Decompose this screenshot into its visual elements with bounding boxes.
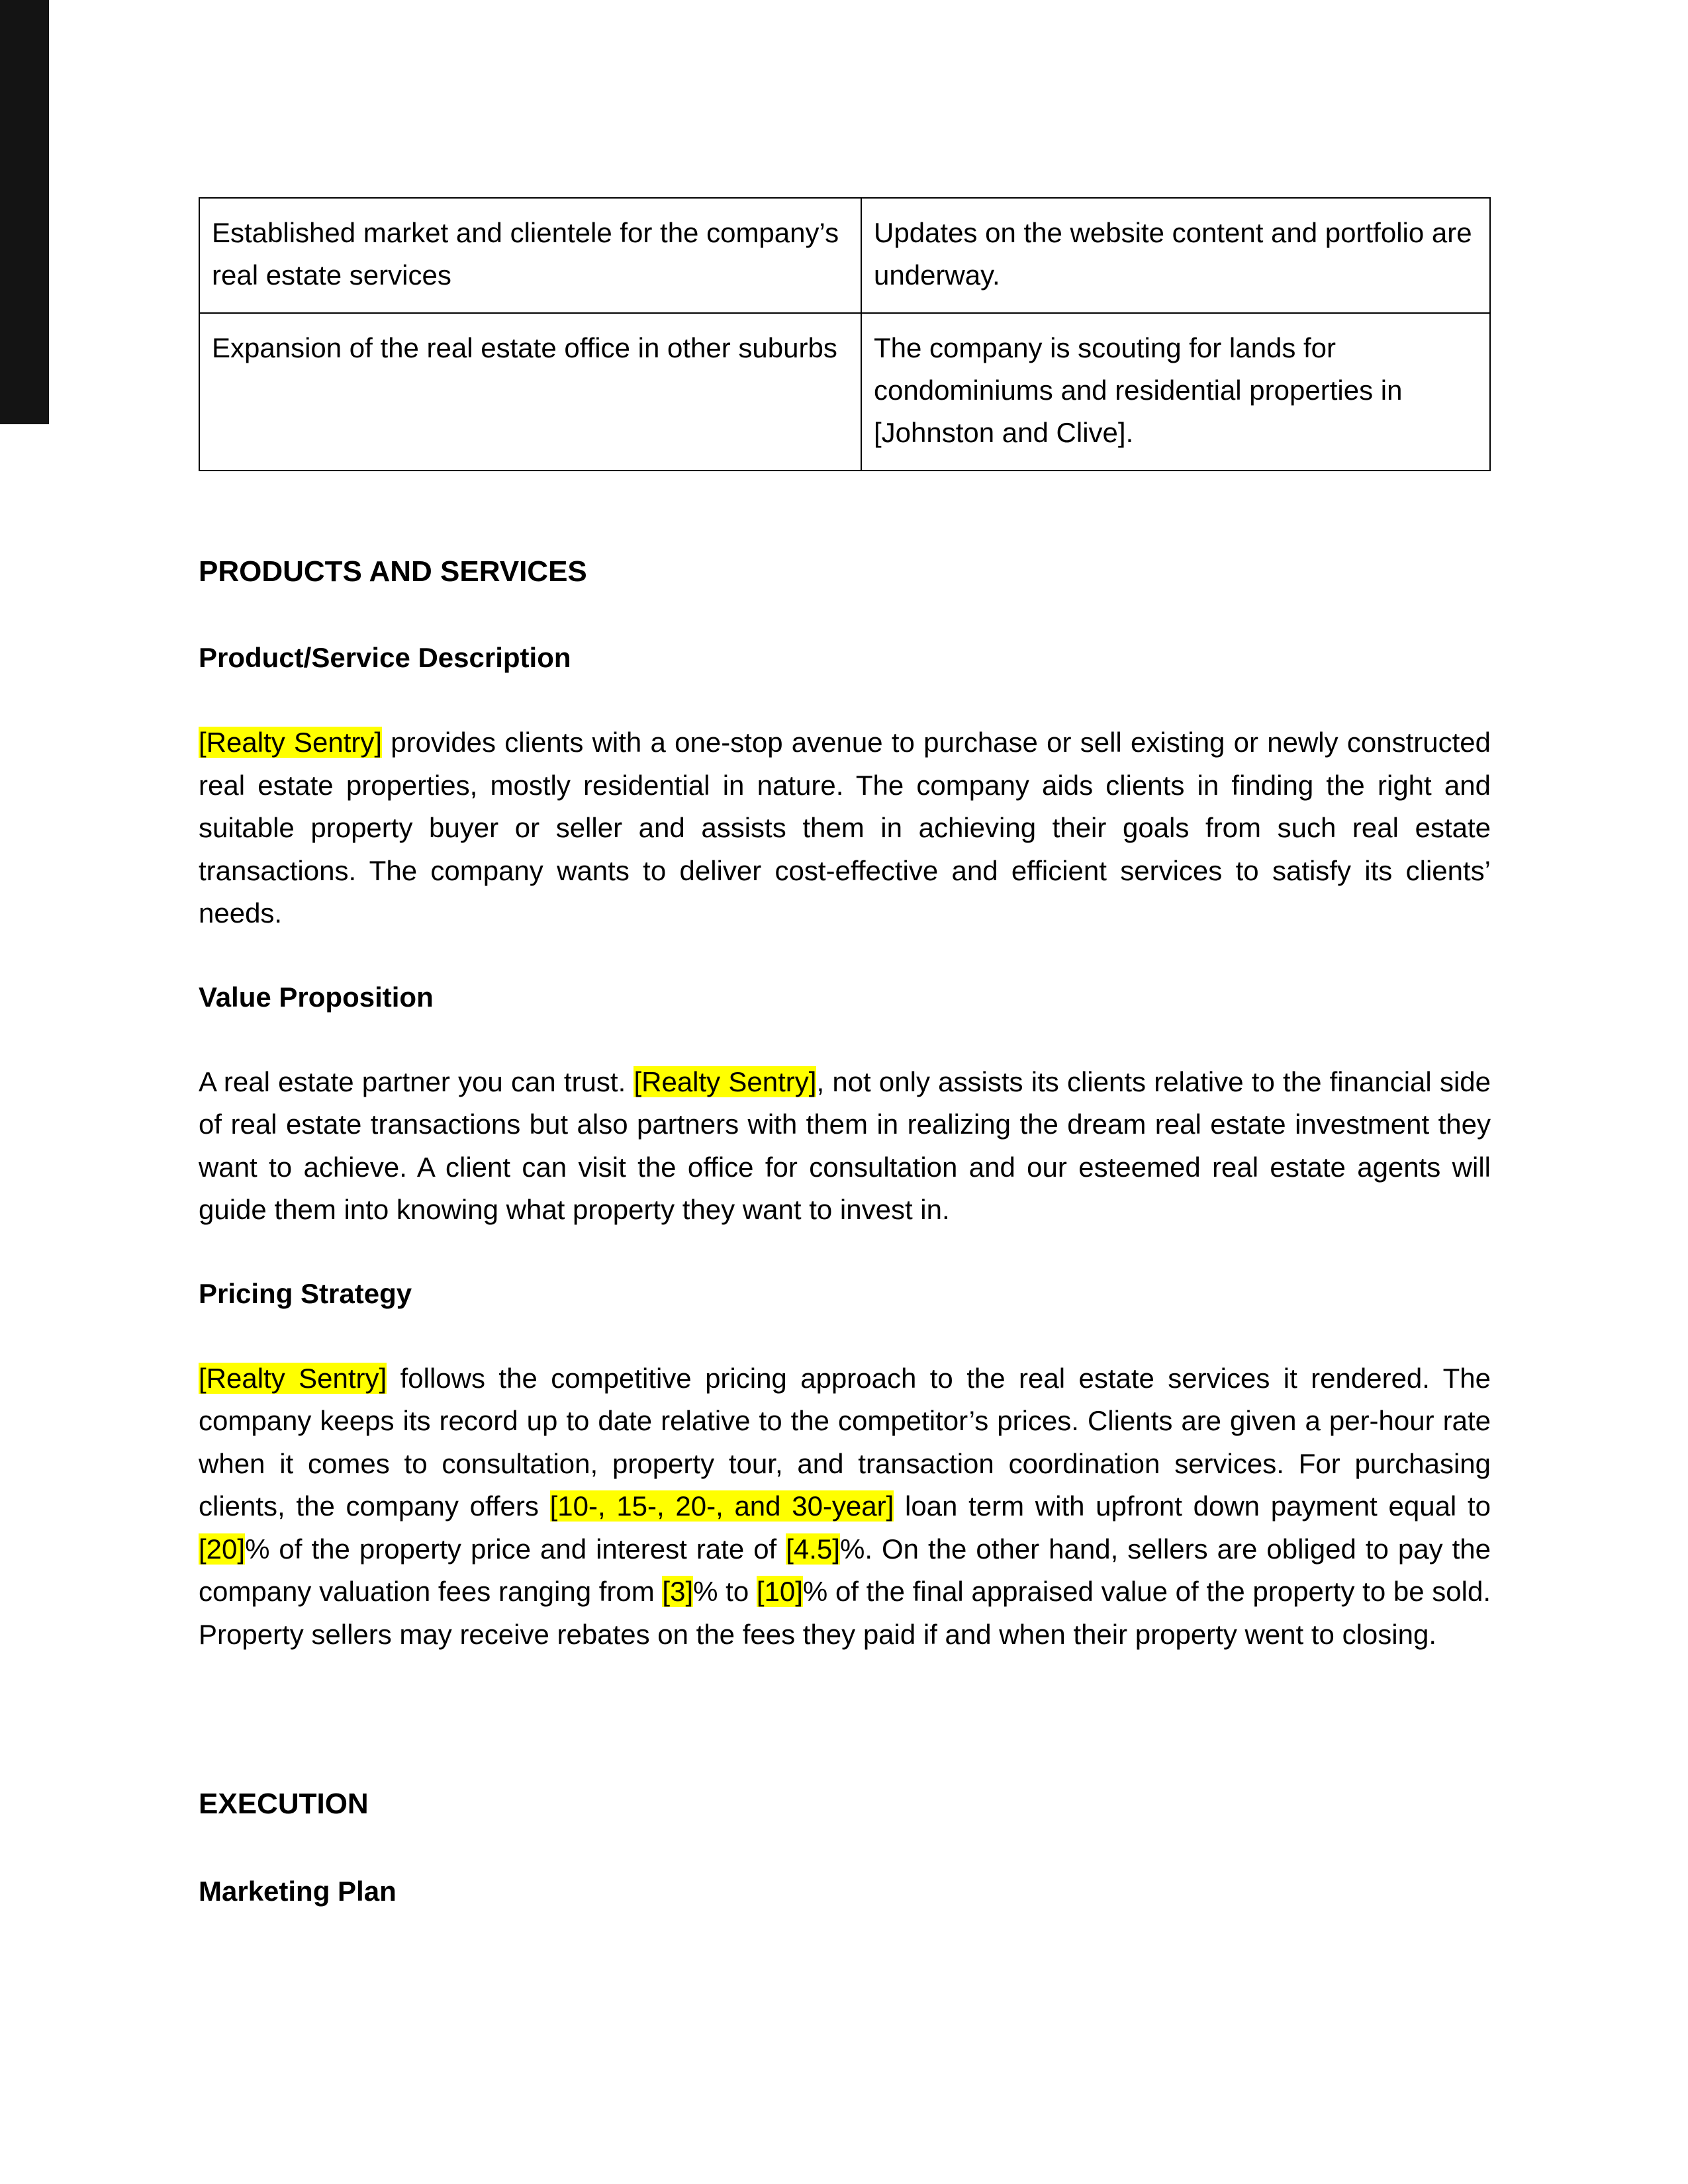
loan-terms-highlight: [10-, 15-, 20-, and 30-year]: [549, 1490, 894, 1522]
summary-table: [199, 197, 1491, 471]
table-cell: Updates on the website content and portfolio are underway.: [861, 198, 1490, 313]
product-description-paragraph: [199, 721, 1491, 935]
table-row: [199, 313, 1490, 471]
pricing-strategy-paragraph: [199, 1357, 1491, 1657]
table-cell: Expansion of the real estate office in other suburbs: [199, 313, 861, 471]
table-cell: Established market and clientele for the company’s real estate services: [199, 198, 861, 313]
paragraph-text: follows the competitive pricing approach to the real estate services it rendered. The company keeps its record up to date relative to the competitor’s prices. Clients are given a per-hour rate when it comes to consultation, property tour, and transaction coordination services. For purchasing clients, the company offers: [199, 1362, 1491, 1522]
fee-min-highlight: [3]: [662, 1576, 694, 1607]
company-name-highlight: [Realty Sentry]: [199, 1362, 387, 1394]
company-name-highlight: [Realty Sentry]: [633, 1066, 817, 1097]
paragraph-text: % of the final appraised value of the property to be sold. Property sellers may receive rebates on the fees they paid if and when their property went to closing.: [199, 1576, 1491, 1650]
paragraph-text: loan term with upfront down payment equal to: [894, 1490, 1491, 1522]
paragraph-text: %. On the other hand, sellers are obliged to pay the company valuation fees ranging from: [199, 1533, 1491, 1607]
table-row: [199, 198, 1490, 313]
table-cell: The company is scouting for lands for condominiums and residential properties in [Johnston and Clive].: [861, 313, 1490, 471]
interest-rate-highlight: [4.5]: [786, 1533, 840, 1565]
paragraph-text: A real estate partner you can trust.: [199, 1066, 634, 1097]
value-proposition-paragraph: [199, 1061, 1491, 1232]
company-name-highlight: [Realty Sentry]: [199, 727, 383, 758]
paragraph-text: provides clients with a one-stop avenue to purchase or sell existing or newly constructed real estate properties, mostly residential in nature. The company aids clients in finding the right and suitable property buyer or seller and assists them in achieving their goals from such real estate transactions. The company wants to deliver cost-effective and efficient services to satisfy its clients’ needs.: [199, 727, 1491, 929]
section-heading-products: PRODUCTS AND SERVICES: [199, 555, 587, 588]
subheading-product-description: Product/Service Description: [199, 642, 571, 673]
document-page: [199, 197, 1491, 1911]
paragraph-text: % to: [693, 1576, 757, 1607]
paragraph-text: % of the property price and interest rate of: [245, 1533, 786, 1565]
fee-max-highlight: [10]: [756, 1576, 803, 1607]
down-payment-highlight: [20]: [199, 1533, 246, 1565]
section-heading-execution: EXECUTION: [199, 1788, 369, 1820]
side-bar: [0, 0, 49, 424]
subheading-pricing-strategy: Pricing Strategy: [199, 1277, 412, 1309]
paragraph-text: , not only assists its clients relative to the financial side of real estate transactions but also partners with them in realizing the dream real estate investment they want to achieve. A client can visit the office for consultation and our esteemed real estate agents will guide them into knowing what property they want to invest in.: [199, 1066, 1491, 1225]
subheading-value-proposition: Value Proposition: [199, 981, 434, 1013]
subheading-marketing-plan: Marketing Plan: [199, 1876, 397, 1907]
